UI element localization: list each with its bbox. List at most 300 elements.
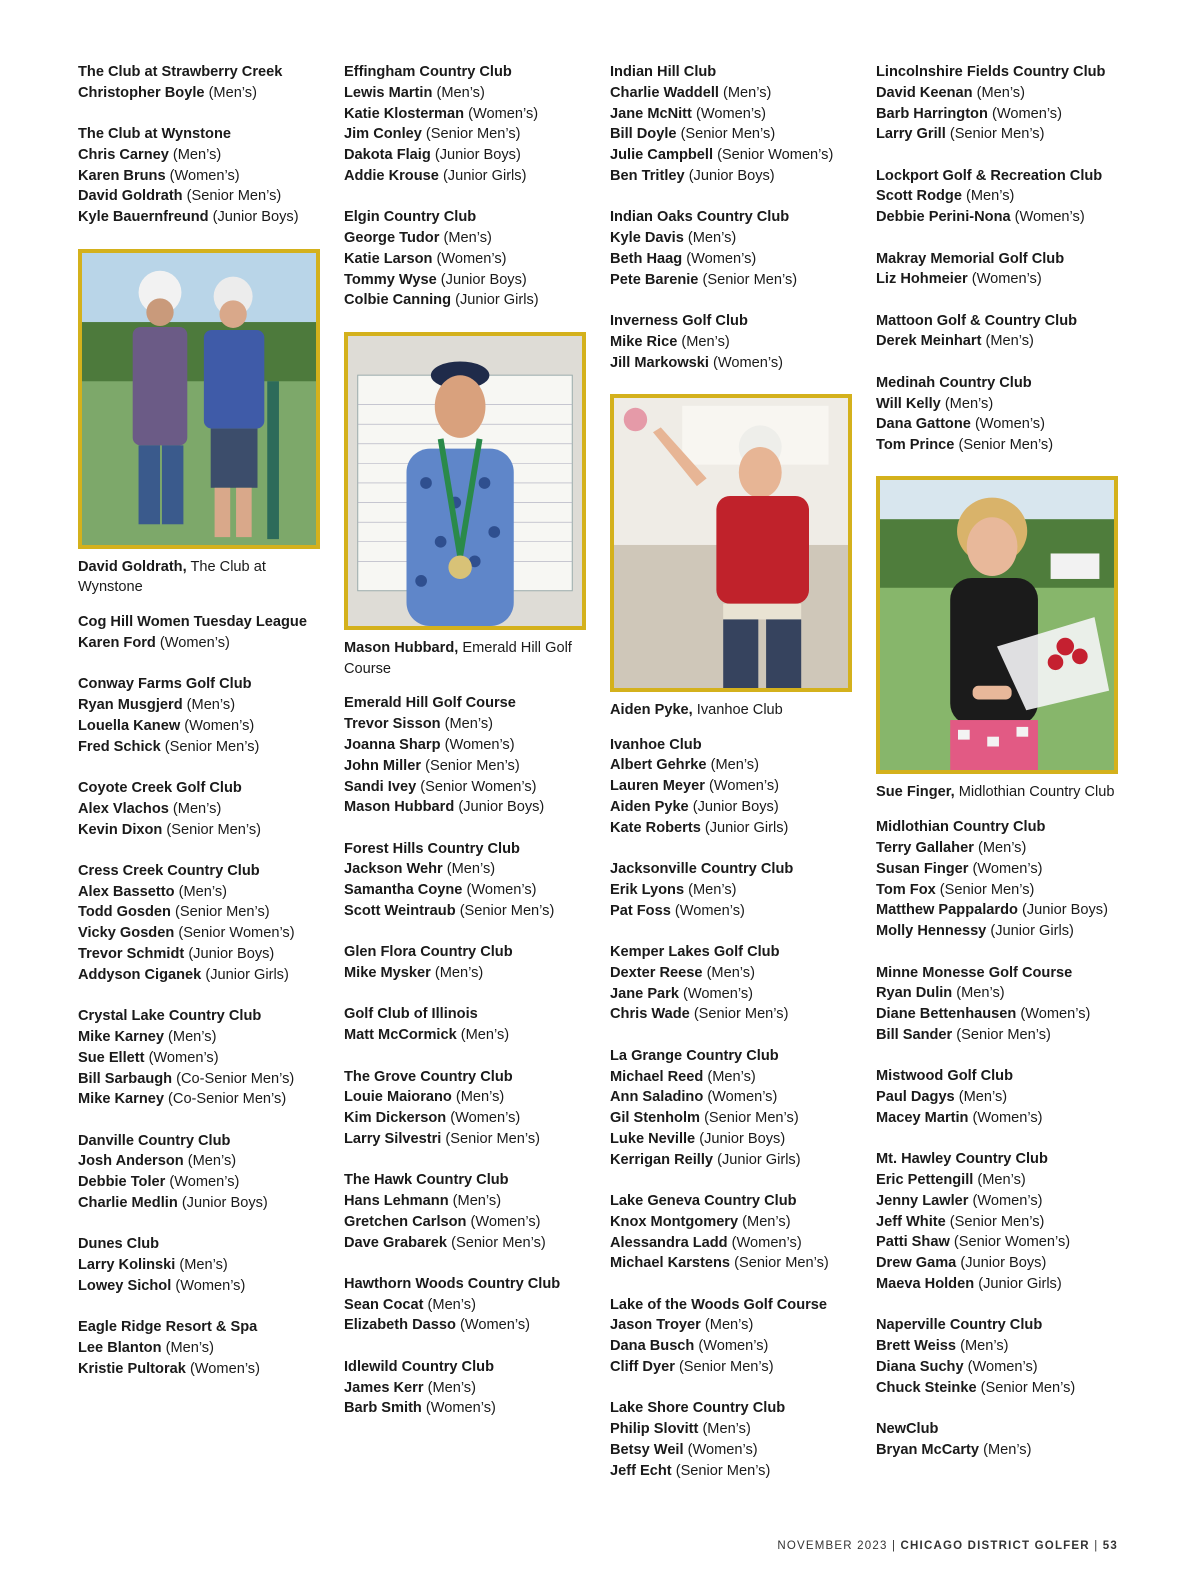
- member-category: (Junior Girls): [442, 167, 527, 184]
- member-row: [610, 1253, 866, 1274]
- member-row: [344, 859, 600, 880]
- member-name: Alex Bassetto: [78, 883, 175, 900]
- member-row: [610, 1212, 866, 1233]
- member-row: [876, 1440, 1132, 1461]
- member-category: (Men’s): [958, 1089, 1008, 1106]
- column-3: [610, 62, 866, 1502]
- member-name: Lewis Martin: [344, 84, 433, 101]
- member-category: (Men’s): [452, 1193, 502, 1209]
- member-category: (Senior Women’s): [717, 147, 834, 164]
- member-name: Dexter Reese: [610, 964, 703, 981]
- club-name: Effingham Country Club: [344, 64, 512, 80]
- member-name: Josh Anderson: [78, 1153, 184, 1170]
- member-row: [876, 104, 1132, 125]
- member-category: (Senior Men’s): [980, 1379, 1076, 1396]
- club-entry: [344, 693, 600, 818]
- member-name: David Goldrath: [78, 188, 183, 205]
- member-row: [78, 965, 334, 986]
- member-category: (Women’s): [1014, 209, 1085, 226]
- member-category: (Men’s): [455, 1089, 505, 1106]
- member-name: Debbie Toler: [78, 1174, 166, 1191]
- member-name: Lowey Sichol: [78, 1277, 172, 1294]
- member-row: [610, 1419, 866, 1440]
- member-row: [344, 1378, 600, 1399]
- member-name: Todd Gosden: [78, 904, 171, 921]
- photo-caption: [610, 700, 866, 721]
- member-category: (Senior Men’s): [164, 738, 260, 755]
- member-row: [78, 1027, 334, 1048]
- member-category: (Men’s): [704, 1317, 754, 1334]
- member-row: [344, 756, 600, 777]
- club-name: NewClub: [876, 1420, 939, 1437]
- member-category: (Men’s): [444, 716, 493, 733]
- photo-caption: [876, 782, 1132, 803]
- member-row: [78, 820, 334, 841]
- member-row: [78, 944, 334, 965]
- member-row: [344, 145, 600, 166]
- member-row: [610, 1150, 866, 1171]
- member-name: Jill Markowski: [610, 354, 709, 371]
- member-name: Katie Larson: [344, 250, 433, 267]
- club-entry: [78, 1317, 334, 1379]
- member-name: Jim Conley: [344, 126, 422, 143]
- member-category: (Men’s): [187, 1153, 237, 1170]
- member-row: [610, 1067, 866, 1088]
- member-row: [344, 270, 600, 291]
- club-name: Makray Memorial Golf Club: [876, 250, 1065, 267]
- member-category: (Men’s): [446, 861, 496, 878]
- member-category: (Junior Girls): [978, 1275, 1062, 1292]
- member-category: (Women’s): [695, 105, 766, 122]
- member-category: (Junior Boys): [960, 1255, 1047, 1272]
- member-row: [344, 1295, 600, 1316]
- medal-winner-photo: [344, 332, 586, 630]
- member-row: [344, 290, 600, 311]
- member-category: (Women’s): [972, 860, 1043, 877]
- member-row: [344, 1233, 600, 1254]
- member-category: (Men’s): [427, 1296, 476, 1313]
- member-name: Louie Maiorano: [344, 1089, 452, 1106]
- club-name: Kemper Lakes Golf Club: [610, 944, 780, 961]
- golfers-photo: [78, 249, 320, 549]
- member-row: [876, 1108, 1132, 1129]
- member-row: [610, 1108, 866, 1129]
- club-name: The Club at Strawberry Creek: [78, 64, 283, 80]
- member-name: Bryan McCarty: [876, 1441, 980, 1458]
- member-category: (Men’s): [710, 757, 759, 774]
- member-category: (Men’s): [168, 1028, 217, 1045]
- member-category: (Senior Women’s): [953, 1234, 1071, 1251]
- member-name: Patti Shaw: [876, 1234, 950, 1251]
- member-category: (Senior Men’s): [445, 1130, 541, 1147]
- member-category: (Women’s): [971, 271, 1042, 288]
- member-name: Molly Hennessy: [876, 923, 987, 940]
- member-row: [610, 332, 866, 353]
- member-row: [610, 1233, 866, 1254]
- member-name: Pete Barenie: [610, 271, 699, 288]
- member-category: (Co-Senior Men’s): [176, 1070, 295, 1087]
- member-name: Lee Blanton: [78, 1339, 162, 1356]
- member-category: (Senior Men’s): [702, 271, 798, 288]
- member-category: (Men’s): [977, 1171, 1026, 1188]
- member-name: Dakota Flaig: [344, 147, 431, 164]
- scoreboard-pointing-photo: [610, 394, 852, 692]
- member-name: Pat Foss: [610, 902, 671, 919]
- member-name: Knox Montgomery: [610, 1213, 739, 1230]
- member-name: David Keenan: [876, 84, 973, 101]
- column-2: [344, 62, 600, 1440]
- club-entry: [78, 612, 334, 654]
- club-name: The Grove Country Club: [344, 1068, 513, 1085]
- member-category: (Senior Men’s): [680, 126, 776, 143]
- column-4: [876, 62, 1132, 1481]
- member-name: Bill Sander: [876, 1026, 953, 1043]
- member-row: [876, 1274, 1132, 1295]
- club-name: Naperville Country Club: [876, 1317, 1043, 1334]
- member-category: (Men’s): [742, 1213, 791, 1230]
- member-category: (Women’s): [707, 1089, 778, 1106]
- club-entry: [344, 1170, 600, 1253]
- caption-club: Ivanhoe Club: [692, 701, 783, 718]
- member-row: [610, 776, 866, 797]
- member-row: [344, 1398, 600, 1419]
- club-entry: [344, 1274, 600, 1336]
- member-name: Matthew Pappalardo: [876, 902, 1018, 919]
- club-name: Ivanhoe Club: [610, 736, 702, 753]
- member-name: Aiden Pyke: [610, 799, 689, 816]
- member-category: (Senior Men’s): [693, 1006, 789, 1023]
- club-name: Cress Creek Country Club: [78, 862, 260, 879]
- member-name: Albert Gehrke: [610, 757, 707, 774]
- member-name: Derek Meinhart: [876, 333, 982, 350]
- member-name: Mike Karney: [78, 1028, 164, 1045]
- member-row: [344, 83, 600, 104]
- member-category: (Men’s): [983, 1441, 1032, 1458]
- club-entry: [78, 778, 334, 840]
- club-entry: [344, 1357, 600, 1419]
- club-name: Lake of the Woods Golf Course: [610, 1296, 828, 1313]
- club-name: Elgin Country Club: [344, 209, 477, 226]
- member-row: [876, 1191, 1132, 1212]
- club-entry: [610, 207, 866, 290]
- member-category: (Men’s): [165, 1339, 214, 1356]
- member-name: Louella Kanew: [78, 717, 181, 734]
- member-row: [344, 104, 600, 125]
- club-entry: [344, 1067, 600, 1150]
- member-category: (Men’s): [960, 1337, 1009, 1354]
- member-name: Chris Carney: [78, 146, 169, 163]
- member-name: Kate Roberts: [610, 819, 701, 836]
- member-name: Susan Finger: [876, 860, 969, 877]
- member-row: [78, 695, 334, 716]
- member-name: Beth Haag: [610, 250, 683, 267]
- member-row: [610, 880, 866, 901]
- member-name: Scott Rodge: [876, 188, 962, 205]
- club-entry: [876, 166, 1132, 228]
- member-name: Maeva Holden: [876, 1275, 975, 1292]
- member-name: Charlie Medlin: [78, 1195, 178, 1211]
- member-category: (Women’s): [450, 1110, 521, 1127]
- member-category: (Men’s): [681, 333, 730, 350]
- member-category: (Men’s): [427, 1379, 476, 1396]
- member-category: (Junior Girls): [455, 292, 539, 309]
- member-name: Mike Mysker: [344, 965, 431, 982]
- member-category: (Women’s): [468, 105, 539, 122]
- member-category: (Junior Boys): [188, 946, 275, 963]
- member-row: [876, 1336, 1132, 1357]
- member-row: [78, 716, 334, 737]
- member-row: [78, 207, 334, 228]
- member-row: [344, 880, 600, 901]
- page-footer: [777, 1540, 1118, 1552]
- member-name: Larry Grill: [876, 126, 946, 143]
- member-category: (Women’s): [169, 167, 240, 184]
- member-row: [876, 1025, 1132, 1046]
- member-row: [78, 1193, 334, 1214]
- member-category: (Women’s): [175, 1277, 246, 1294]
- member-name: Jackson Wehr: [344, 861, 443, 878]
- member-row: [78, 799, 334, 820]
- member-category: (Women’s): [674, 902, 745, 919]
- member-name: Mason Hubbard: [344, 799, 455, 816]
- member-name: Jeff White: [876, 1213, 946, 1230]
- club-entry: [344, 942, 600, 984]
- member-row: [78, 145, 334, 166]
- club-name: Lockport Golf & Recreation Club: [876, 167, 1103, 184]
- member-category: (Men’s): [208, 84, 257, 101]
- club-entry: [876, 62, 1132, 145]
- member-row: [876, 124, 1132, 145]
- member-category: (Men’s): [172, 800, 222, 817]
- member-row: [78, 1338, 334, 1359]
- footer-publication: CHICAGO DISTRICT GOLFER: [900, 1540, 1090, 1552]
- member-name: Debbie Perini-Nona: [876, 209, 1011, 226]
- member-category: (Senior Men’s): [678, 1359, 774, 1376]
- member-category: (Co-Senior Men’s): [168, 1091, 287, 1108]
- member-category: (Men’s): [436, 84, 485, 101]
- member-name: Ann Saladino: [610, 1089, 704, 1106]
- member-category: (Men’s): [178, 883, 227, 900]
- member-name: Jason Troyer: [610, 1317, 701, 1334]
- member-category: (Senior Men’s): [734, 1255, 829, 1272]
- member-category: (Men’s): [723, 84, 772, 101]
- member-category: (Women’s): [425, 1400, 496, 1417]
- member-category: (Women’s): [436, 250, 507, 267]
- member-category: (Women’s): [708, 778, 779, 795]
- club-name: Conway Farms Golf Club: [78, 676, 252, 693]
- club-name: Midlothian Country Club: [876, 819, 1046, 836]
- member-name: Chris Wade: [610, 1006, 690, 1023]
- member-row: [610, 1004, 866, 1025]
- caption-club: Emerald Hill Golf Course: [344, 639, 572, 677]
- member-name: Gil Stenholm: [610, 1110, 700, 1127]
- member-category: (Junior Boys): [699, 1130, 786, 1147]
- member-row: [344, 1315, 600, 1336]
- club-entry: [344, 62, 600, 187]
- member-row: [610, 1461, 866, 1482]
- member-category: (Women’s): [713, 354, 784, 371]
- member-name: Joanna Sharp: [344, 736, 441, 753]
- member-name: Tom Prince: [876, 437, 955, 454]
- member-name: Mike Karney: [78, 1091, 164, 1108]
- member-name: Elizabeth Dasso: [344, 1317, 456, 1334]
- member-category: (Senior Men’s): [186, 188, 282, 205]
- club-name: Lake Shore Country Club: [610, 1400, 786, 1417]
- caption-name: Sue Finger,: [876, 784, 955, 801]
- club-entry: [78, 1131, 334, 1214]
- member-category: (Men’s): [956, 985, 1005, 1002]
- member-name: Michael Reed: [610, 1068, 704, 1085]
- member-name: Trevor Schmidt: [78, 946, 185, 963]
- member-row: [344, 124, 600, 145]
- member-row: [344, 735, 600, 756]
- member-name: Gretchen Carlson: [344, 1213, 467, 1230]
- member-name: Ryan Dulin: [876, 985, 953, 1002]
- club-entry: [78, 1234, 334, 1296]
- member-name: Michael Karstens: [610, 1255, 731, 1272]
- caption-club: The Club at Wynstone: [78, 558, 266, 596]
- member-name: Kerrigan Reilly: [610, 1151, 714, 1168]
- member-category: (Senior Women’s): [178, 925, 295, 942]
- member-row: [610, 145, 866, 166]
- member-category: (Men’s): [460, 1027, 510, 1044]
- member-name: Tommy Wyse: [344, 271, 437, 288]
- member-row: [876, 900, 1132, 921]
- member-row: [344, 963, 600, 984]
- member-name: Fred Schick: [78, 738, 161, 755]
- member-category: (Senior Men’s): [958, 437, 1054, 454]
- member-category: (Junior Girls): [717, 1151, 801, 1168]
- member-name: Sue Ellett: [78, 1049, 145, 1066]
- member-name: Macey Martin: [876, 1109, 969, 1126]
- club-entry: [78, 62, 334, 104]
- member-name: Sean Cocat: [344, 1296, 424, 1313]
- photo-caption: [344, 638, 600, 680]
- member-category: (Senior Women’s): [420, 778, 537, 795]
- member-name: Charlie Waddell: [610, 84, 719, 101]
- club-name: Emerald Hill Golf Course: [344, 695, 516, 712]
- member-category: (Senior Men’s): [939, 881, 1035, 898]
- club-entry: [876, 817, 1132, 942]
- member-row: [344, 797, 600, 818]
- member-row: [78, 1359, 334, 1380]
- club-name: Danville Country Club: [78, 1132, 231, 1149]
- member-name: Kevin Dixon: [78, 821, 163, 838]
- member-category: (Women’s): [686, 250, 757, 267]
- member-name: Kristie Pultorak: [78, 1360, 186, 1377]
- member-category: (Men’s): [977, 840, 1027, 857]
- member-category: (Women’s): [967, 1358, 1038, 1375]
- club-name: The Club at Wynstone: [78, 126, 231, 143]
- member-category: (Senior Men’s): [451, 1234, 546, 1251]
- member-row: [78, 1255, 334, 1276]
- member-name: Karen Bruns: [78, 167, 166, 184]
- member-category: (Junior Boys): [440, 271, 527, 288]
- member-row: [876, 83, 1132, 104]
- member-row: [78, 1276, 334, 1297]
- club-entry: [78, 124, 334, 228]
- member-name: Trevor Sisson: [344, 716, 441, 733]
- member-row: [78, 1048, 334, 1069]
- member-name: Larry Kolinski: [78, 1257, 176, 1274]
- member-row: [78, 166, 334, 187]
- member-row: [610, 228, 866, 249]
- member-row: [344, 901, 600, 922]
- member-row: [610, 83, 866, 104]
- club-name: Minne Monesse Golf Course: [876, 964, 1073, 981]
- member-category: (Men’s): [707, 1068, 756, 1085]
- member-category: (Junior Boys): [692, 799, 779, 816]
- member-name: Kyle Davis: [610, 230, 684, 247]
- member-row: [876, 1004, 1132, 1025]
- club-entry: [344, 839, 600, 922]
- member-name: Tom Fox: [876, 881, 936, 898]
- member-category: (Senior Men’s): [425, 126, 521, 143]
- club-entry: [610, 942, 866, 1025]
- member-category: (Senior Men’s): [459, 903, 555, 920]
- member-row: [876, 983, 1132, 1004]
- member-category: (Men’s): [172, 146, 222, 163]
- member-category: (Junior Boys): [181, 1195, 268, 1211]
- club-name: Golf Club of Illinois: [344, 1006, 478, 1023]
- photo-caption: [78, 557, 334, 599]
- member-category: (Women’s): [466, 882, 537, 899]
- club-entry: [344, 1004, 600, 1046]
- club-name: Dunes Club: [78, 1236, 160, 1253]
- member-category: (Women’s): [972, 1192, 1043, 1209]
- member-row: [78, 737, 334, 758]
- member-category: (Junior Girls): [704, 819, 789, 836]
- footer-separator: |: [1094, 1540, 1099, 1552]
- member-category: (Junior Boys): [212, 209, 299, 226]
- member-row: [344, 1025, 600, 1046]
- member-name: Dana Gattone: [876, 416, 971, 433]
- member-name: Addie Krouse: [344, 167, 439, 184]
- member-category: (Women’s): [698, 1338, 769, 1355]
- club-name: Idlewild Country Club: [344, 1358, 494, 1375]
- club-name: Jacksonville Country Club: [610, 861, 794, 878]
- member-row: [610, 1440, 866, 1461]
- member-row: [610, 249, 866, 270]
- member-name: Jenny Lawler: [876, 1192, 969, 1209]
- member-row: [876, 921, 1132, 942]
- member-category: (Women’s): [974, 416, 1045, 433]
- member-category: (Men’s): [702, 1421, 751, 1438]
- club-name: Mattoon Golf & Country Club: [876, 312, 1078, 329]
- club-entry: [876, 373, 1132, 456]
- member-row: [876, 331, 1132, 352]
- club-name: Glen Flora Country Club: [344, 944, 513, 961]
- member-category: (Women’s): [148, 1049, 219, 1066]
- member-category: (Women’s): [687, 1441, 758, 1458]
- member-row: [344, 249, 600, 270]
- member-row: [610, 755, 866, 776]
- club-entry: [610, 1398, 866, 1481]
- member-category: (Junior Boys): [458, 799, 545, 816]
- club-name: Coyote Creek Golf Club: [78, 779, 242, 796]
- member-name: Barb Smith: [344, 1400, 422, 1417]
- member-row: [344, 166, 600, 187]
- member-row: [876, 1087, 1132, 1108]
- club-name: Medinah Country Club: [876, 374, 1032, 391]
- woman-with-flowers-photo: [876, 476, 1118, 774]
- club-entry: [78, 1006, 334, 1110]
- club-name: Indian Oaks Country Club: [610, 209, 790, 226]
- member-row: [610, 1129, 866, 1150]
- club-entry: [876, 1419, 1132, 1461]
- member-row: [78, 1089, 334, 1110]
- member-category: (Women’s): [470, 1213, 541, 1230]
